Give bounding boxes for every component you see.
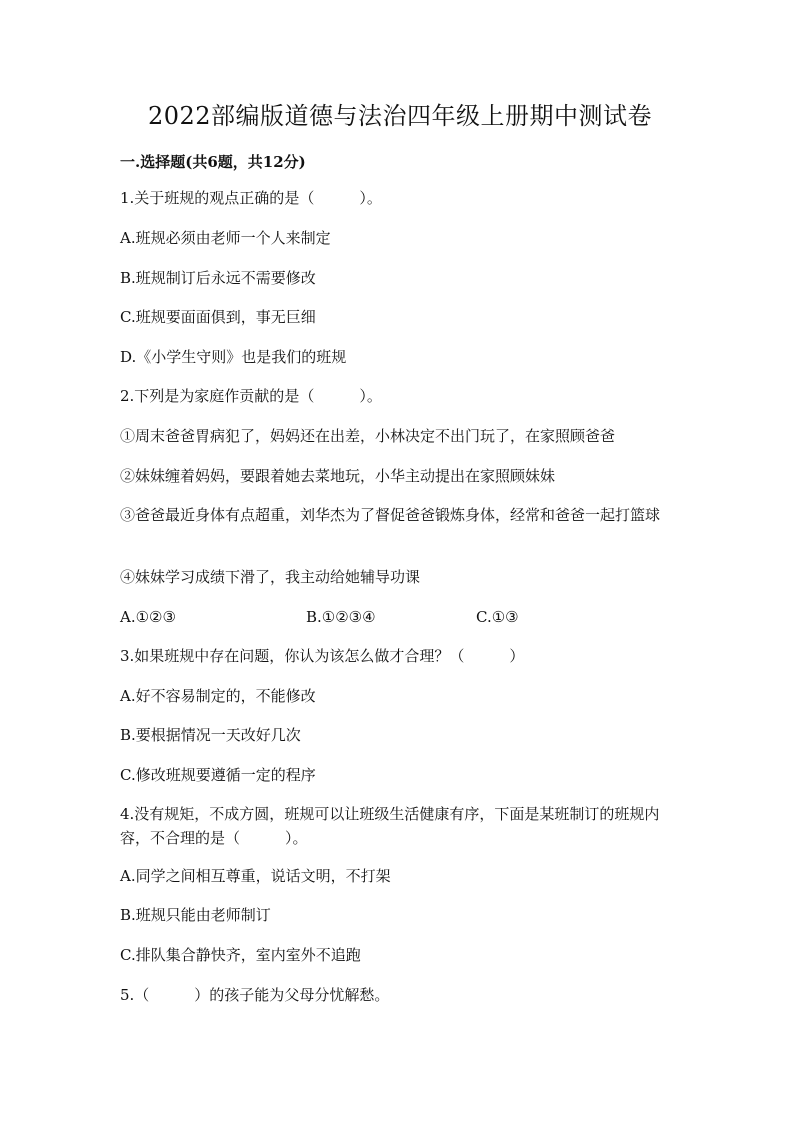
question-4-stem: 4.没有规矩，不成方圆，班规可以让班级生活健康有序，下面是某班制订的班规内容，不合理的是（ ）。 [120,805,660,847]
question-1-option-c: C.班规要面面俱到，事无巨细 [120,308,316,326]
question-1-option-b: B.班规制订后永远不需要修改 [120,269,316,287]
question-4-option-a: A.同学之间相互尊重，说话文明，不打架 [120,867,391,885]
question-4-option-c: C.排队集合静快齐，室内室外不追跑 [120,946,361,964]
question-1-option-a: A.班规必须由老师一个人来制定 [120,229,331,247]
question-2-statement-4: ④妹妹学习成绩下滑了，我主动给她辅导功课 [120,568,421,586]
question-4-option-b: B.班规只能由老师制订 [120,906,271,924]
question-2-statement-2: ②妹妹缠着妈妈，要跟着她去菜地玩，小华主动提出在家照顾妹妹 [120,467,556,485]
question-3-option-c: C.修改班规要遵循一定的程序 [120,766,316,784]
question-1-option-d: D.《小学生守则》也是我们的班规 [120,348,347,366]
section-heading: 一.选择题(共6题，共12分) [120,153,306,171]
question-3-stem: 3.如果班规中存在问题，你认为该怎么做才合理？（ ） [120,647,525,665]
question-2-option-b: B.①②③④ [306,608,376,626]
question-5-stem: 5.（ ）的孩子能为父母分忧解愁。 [120,986,390,1004]
question-2-statement-3: ③爸爸最近身体有点超重，刘华杰为了督促爸爸锻炼身体，经常和爸爸一起打篮球 [120,506,661,524]
document-title: 2022部编版道德与法治四年级上册期中测试卷 [147,102,653,130]
question-2-option-a: A.①②③ [120,608,176,626]
question-3-option-a: A.好不容易制定的，不能修改 [120,687,316,705]
question-3-option-b: B.要根据情况一天改好几次 [120,726,301,744]
question-2-statement-1: ①周末爸爸胃病犯了，妈妈还在出差，小林决定不出门玩了，在家照顾爸爸 [120,427,616,445]
question-2-options [120,605,680,629]
question-2-stem: 2.下列是为家庭作贡献的是（ ）。 [120,387,382,405]
question-1-stem: 1.关于班规的观点正确的是（ ）。 [120,189,382,207]
question-2-option-c: C.①③ [476,608,519,626]
